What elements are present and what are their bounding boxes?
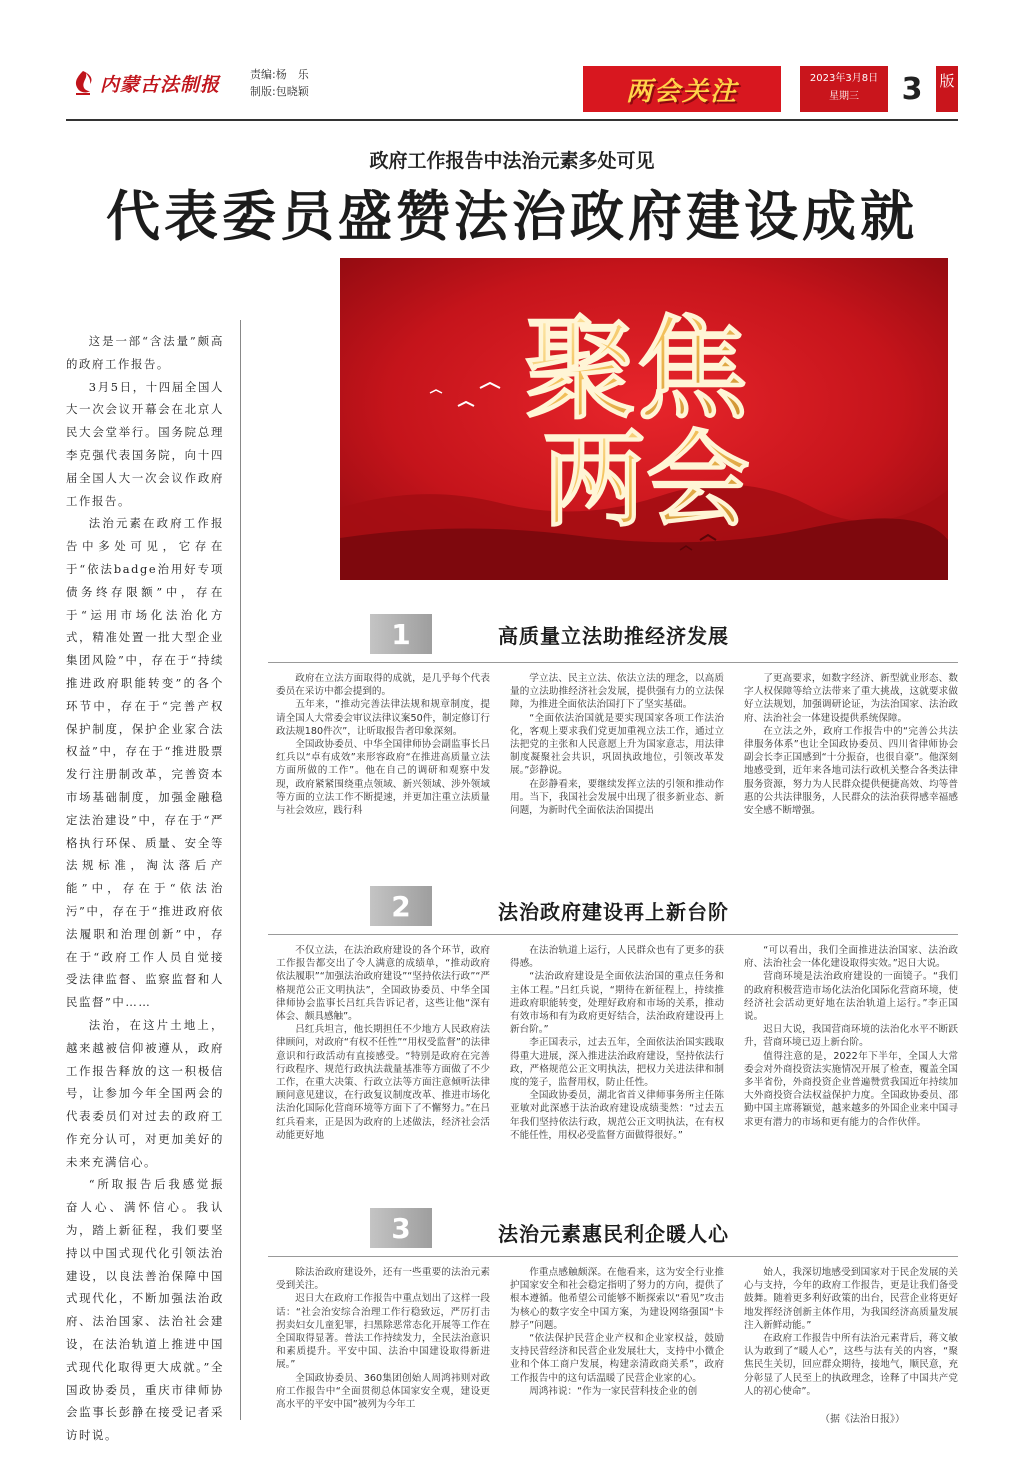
section-3-rule [268,1256,958,1257]
section-1-column-3 [744,672,958,817]
hero-image [340,258,948,580]
source-credit: （据《法治日报》） [820,1414,905,1425]
section-2-column-1 [276,944,490,1142]
section-1-column-2 [510,672,724,817]
section-3-number: 3 [370,1208,432,1248]
page-number: 3 [901,71,923,107]
left-paragraph: 3月5日，十四届全国人大一次会议开幕会在北京人民大会堂举行。国务院总理李克强代表国务院，向十四届全国人大一次会议作政府工作报告。 [66,379,224,508]
left-paragraph: “所取报告后我感觉振奋人心、满怀信心。我认为，踏上新征程，我们要坚持以中国式现代化引领法治建设，以良法善治保障中国式现代化，不断加强法治政府、法治国家、法治社会建设，在法治轨道上推进中国式现代化取得更大成就。”全国政协委员，重庆市律师协会监事长彭静在接受记者采访时说。 [66,1177,224,1443]
paragraph: 在彭静看来，要继续发挥立法的引领和推动作用。当下，我国社会发展中出现了很多新业态、新问题，为新时代全面依法治国提出 [510,778,724,817]
paragraph: 营商环境是法治政府建设的一面镜子。“我们的政府积极营造市场化法治化国际化营商环境，使经济社会活动更好地在法治轨道上运行。”李正国说。 [744,971,958,1023]
section-banner [583,66,781,112]
section-2-column-3 [744,944,958,1129]
section-2-column-2 [510,944,724,1142]
paragraph: 全国政协委员、360集团创始人周鸿祎则对政府工作报告中“全面贯彻总体国家安全观，建设更高水平的平安中国”被列为今年工 [276,1372,490,1411]
section-2-title: 法治政府建设再上新台阶 [498,900,729,924]
flame-logo-icon [72,70,94,96]
issue-date: 2023年3月8日 [809,73,879,84]
section-3-column-1 [276,1266,490,1411]
hero-calligraphy-bottom: 两会 [541,418,751,541]
left-paragraph: 这是一部“含法量”颇高的政府工作报告。 [66,334,224,371]
paragraph: 迟日大在政府工作报告中重点划出了这样一段话：“社会治安综合治理工作行稳致远，严厉打击拐卖妇女儿童犯罪，扫黑除恶常态化开展等工作在全国取得显著。普法工作持续发力，全民法治意识和素质提升。平安中国、法治中国建设取得新进展。” [276,1293,490,1371]
paragraph: 了更高要求，如数字经济、新型就业形态、数字人权保障等给立法带来了重大挑战，这就要求做好立法规划，加强调研论证，为法治国家、法治政府、法治社会一体建设提供系统保障。 [744,673,958,724]
section-1-title: 高质量立法助推经济发展 [498,624,729,648]
left-paragraph: 法治元素在政府工作报告中多处可见，它存在于“依法badge治用好专项债务终存限额”中，存在于“运用市场化法治化方式，精准处置一批大型企业集团风险”中，存在于“持续推进政府职能转变”的各个环节中，存在于“完善产权保护制度，保护企业家合法权益”中，存在于“推进股票发行注册制改革，完善资本市场基础制度，加强金融稳定法治建设”中，存在于“严格执行环保、质量、安全等法规标准，淘汰落后产能”中，存在于“依法治污”中，存在于“推进政府依法履职和治理创新”中，存在于“政府工作人员自觉接受法律监督、监察监督和人民监督”中…… [66,516,224,1010]
left-paragraph: 法治，在这片土地上，越来越被信仰被遵从，政府工作报告释放的这一积极信号，让参加今年全国两会的代表委员们对过去的政府工作充分认可，对更加美好的未来充满信心。 [66,1017,224,1169]
paragraph: “全面依法治国就是要实现国家各项工作法治化，客观上要求我们党更加重视立法工作，通过立法把党的主张和人民意愿上升为国家意志，用法律制度凝聚社会共识，巩固执政地位，引领改革发展。”彭静说。 [510,712,724,777]
banner-text: 两会关注 [625,76,738,107]
paragraph: 在法治轨道上运行，人民群众也有了更多的获得感。 [510,945,724,970]
section-2-number: 2 [370,886,432,926]
paragraph: 值得注意的是，2022年下半年，全国人大常委会对外商投资法实施情况开展了检查，覆盖全国多半省份，外商投资企业普遍赞赏我国近年持续加大外商投资合法权益保护力度。全国政协委员、邵勤中国主席蒋颖觉，越来越多的外国企业来中国寻求更有潜力的市场和更有能力的合作伙伴。 [744,1050,958,1128]
paragraph: “可以看出，我们全面推进法治国家、法治政府、法治社会一体化建设取得实效。”迟日大说。 [744,945,958,970]
paragraph: 全国政协委员，湖北省首义律师事务所主任陈亚敏对此深感于法治政府建设成绩斐然：“过去五年我们坚持依法行政，规范公正文明执法，在有权不能任性，用权必受监督方面做得很好。” [510,1090,724,1141]
section-2-rule [268,934,958,935]
paragraph: 除法治政府建设外，还有一些重要的法治元素受到关注。 [276,1267,490,1292]
paragraph: 在立法之外，政府工作报告中的“完善公共法律服务体系”也让全国政协委员、四川省律师协会副会长李正国感到“十分振奋，也很自豪”。他深刻地感受到，近年来各地司法行政机关整合各类法律服务资源，努力为人民群众提供便捷高效、均等普惠的公共法律服务，人民群众的法治获得感幸福感安全感不断增强。 [744,725,958,817]
date-box [800,66,888,112]
paragraph: “法治政府建设是全面依法治国的重点任务和主体工程。”吕红兵说，“期待在新征程上，持续推进政府职能转变，处理好政府和市场的关系，推动有效市场和有为政府更好结合，法治政府建设再上新台阶。” [510,971,724,1036]
paragraph: 迟日大说，我国营商环境的法治化水平不断跃升，营商环境已迈上新台阶。 [744,1024,958,1049]
section-1-column-1 [276,672,490,817]
hero-illustration [340,258,948,580]
paragraph: 始人，我深切地感受到国家对于民企发展的关心与支持，今年的政府工作报告，更是让我们备受鼓舞。随着更多利好政策的出台，民营企业将更好地发挥经济创新主体作用，为我国经济高质量发展注入新鲜动能。” [744,1267,958,1331]
paragraph: 学立法、民主立法、依法立法的理念，以高质量的立法助推经济社会发展，提供强有力的立法保障，为推进全面依法治国打下了坚实基础。 [510,673,724,711]
section-1-number: 1 [370,614,432,654]
paragraph: 政府在立法方面取得的成就，是几乎每个代表委员在采访中都会提到的。 [276,673,490,698]
editor-credits [250,66,309,100]
paragraph: 周鸿祎说：“作为一家民营科技企业的创 [529,1385,698,1397]
page-label: 版 [936,66,958,112]
paragraph: 不仅立法，在法治政府建设的各个环节，政府工作报告都交出了令人满意的成绩单，“推动政府依法履职”“加强法治政府建设”“坚持依法行政”“严格规范公正文明执法”，全国政协委员、中华全国律师协会监事长吕红兵告诉记者，这些让他“深有体会、颇具感触”。 [276,945,490,1023]
section-3-title: 法治元素惠民利企暖人心 [498,1222,729,1246]
section-3-column-2 [510,1266,724,1398]
paragraph: 在政府工作报告中所有法治元素背后，蒋文敏认为敢到了“暖人心”，这些与法有关的内容，“聚焦民生关切，回应群众期待，接地气，顺民意，充分彰显了人民至上的执政理念，诠释了中国共产党人的初心使命”。 [744,1333,958,1397]
column-divider [240,320,241,1420]
hero-calligraphy-top: 聚焦 [524,304,748,435]
masthead-rule [66,119,958,121]
editor-name: 责编:杨 乐 [250,68,309,81]
newspaper-logo [72,68,232,98]
paragraph: 作重点感触颇深。在他看来，这为安全行业推护国家安全和社会稳定指明了努力的方向，提供了根本遵循。他希望公司能够不断探索以“看见”攻击为核心的数字安全中国方案，为建设网络强国“卡脖子”问题。 [510,1267,724,1331]
logo-text: 内蒙古法制报 [100,73,221,96]
headline-subtitle: 政府工作报告中法治元素多处可见 [369,150,655,172]
paragraph: “依法保护民营企业产权和企业家权益，鼓励支持民营经济和民营企业发展壮大，支持中小微企业和个体工商户发展，构建亲清政商关系”，政府工作报告中的这句话温暖了民营企业家的心。 [510,1333,724,1384]
paragraph: 吕红兵坦言，他长期担任不少地方人民政府法律顾问，对政府“有权不任性”“用权受监督”的法律意识和行政活动有直接感受。“特别是政府在完善行政程序、规范行政执法裁量基准等方面做了不少工作，在重大决策、行政立法等方面注意倾听法律顾问意见建议，在行政复议制度改革、推进市场化法治化国际化营商环境等方面下了不懈努力。”在吕红兵看来，正是因为政府的上述做法，经济社会活动能更好地 [276,1024,490,1141]
section-3-column-3 [744,1266,958,1398]
producer-name: 制版:包晓颖 [250,85,309,98]
paragraph: 李正国表示，过去五年，全面依法治国实践取得重大进展，深入推进法治政府建设，坚持依法行政，严格规范公正文明执法，把权力关进法律和制度的笼子，监督用权，防止任性。 [510,1037,724,1089]
headline-title: 代表委员盛赞法治政府建设成就 [106,184,918,248]
paragraph: 全国政协委员、中华全国律师协会副监事长吕红兵以“卓有成效”来形容政府“在推进高质量立法方面所做的工作”。他在自己的调研和观察中发现，政府紧紧围绕重点领域、新兴领域、涉外领域等方面的立法工作不断提速，并更加注重立法质量与社会效应，践行科 [276,739,490,817]
issue-weekday: 星期三 [829,91,859,102]
paragraph: 五年来，“推动完善法律法规和规章制度，提请全国人大常委会审议法律议案50件，制定修订行政法规180件次”，让昕取报告者印象深刻。 [276,699,490,737]
left-column-text [66,330,224,1447]
section-1-rule [268,662,958,663]
